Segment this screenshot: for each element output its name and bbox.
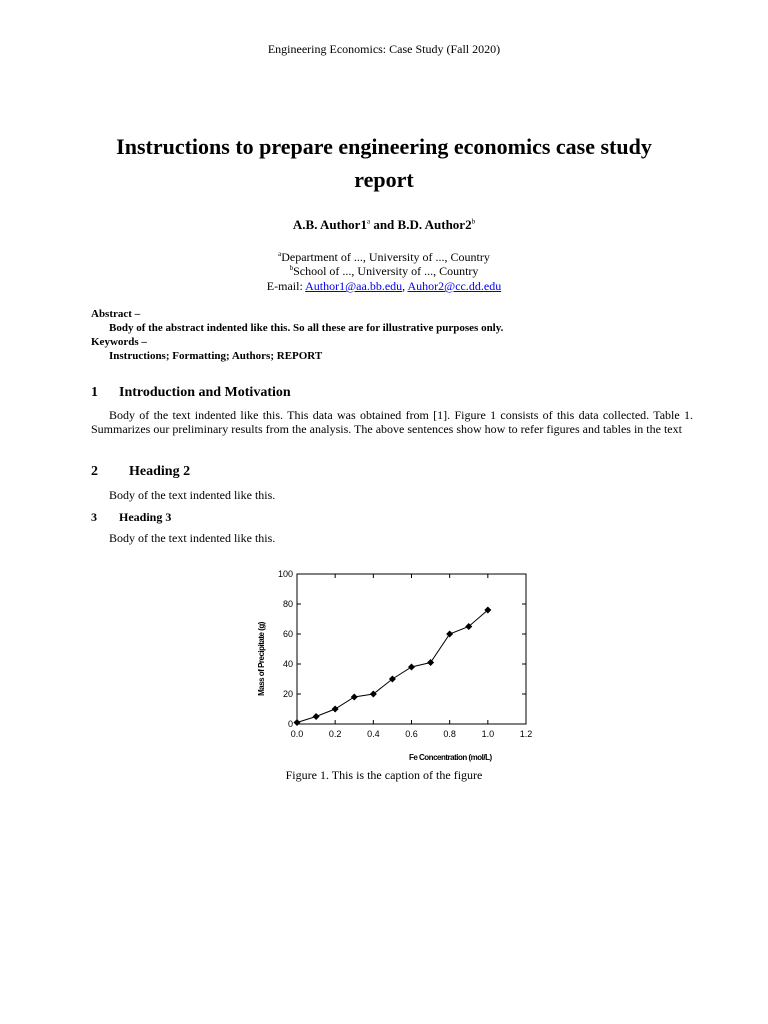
- x-axis-label: Fe Concentration (mol/L): [408, 753, 492, 762]
- affiliation-a-text: Department of ..., University of ..., Country: [281, 250, 490, 264]
- section-3-number: 3: [91, 510, 97, 524]
- data-point: [408, 664, 415, 671]
- email-link-author1[interactable]: Author1@aa.bb.edu: [305, 279, 403, 293]
- section-3-heading: [91, 510, 171, 525]
- plot-frame: [297, 574, 526, 724]
- email-separator: ,: [402, 279, 408, 293]
- data-point: [446, 631, 453, 638]
- data-point: [351, 694, 358, 701]
- data-point: [427, 659, 434, 666]
- email-label: E-mail:: [266, 279, 306, 293]
- data-point: [332, 706, 339, 713]
- y-tick-label: 20: [282, 689, 293, 699]
- author-2-affil-mark: b: [471, 217, 476, 226]
- affiliation-a-mark: a: [278, 250, 282, 258]
- author-1: A.B. Author1: [292, 217, 367, 232]
- keywords-label: Keywords –: [91, 336, 147, 348]
- y-tick-label: 80: [282, 599, 293, 609]
- y-tick-label: 100: [277, 569, 293, 579]
- x-tick-label: 1.2: [519, 729, 533, 739]
- y-tick-label: 40: [282, 659, 293, 669]
- affiliation-b: [0, 264, 768, 279]
- affiliation-b-mark: b: [289, 264, 294, 272]
- author-1-affil-mark: a: [366, 217, 371, 226]
- title-line-1: Instructions to prepare engineering economics case study: [116, 134, 652, 159]
- y-axis-label: Mass of Precipitate (g): [257, 622, 266, 696]
- section-3-body: Body of the text indented like this.: [109, 531, 276, 545]
- email-line: [0, 279, 768, 294]
- section-1-heading: [91, 385, 291, 401]
- section-3-title: Heading 3: [119, 510, 172, 524]
- figure-1-chart: [250, 562, 540, 767]
- author-conjunction: and: [370, 217, 398, 232]
- keywords-text: Instructions; Formatting; Authors; REPORT: [109, 350, 323, 362]
- y-tick-label: 0: [287, 719, 293, 729]
- affiliation-b-text: School of ..., University of ..., Country: [293, 264, 479, 278]
- abstract-label: Abstract –: [91, 308, 141, 320]
- data-point: [313, 713, 320, 720]
- figure-1: [250, 562, 540, 767]
- x-tick-label: 0.8: [443, 729, 456, 739]
- section-1-title: Introduction and Motivation: [119, 385, 291, 400]
- affiliation-a: [0, 250, 768, 265]
- x-tick-label: 1.0: [481, 729, 495, 739]
- author-2: B.D. Author2: [397, 217, 472, 232]
- section-2-number: 2: [91, 464, 98, 479]
- section-1-body: Body of the text indented like this. This data was obtained from [1]. Figure 1 consists of this data collected. Table 1. Summarizes our preliminary results from the analysis. The above sentences show how to refer figures and tables in the text: [91, 408, 693, 436]
- section-1-number: 1: [91, 385, 98, 400]
- section-2-body: Body of the text indented like this.: [109, 488, 276, 502]
- author-list: [0, 217, 768, 233]
- data-point: [294, 719, 301, 726]
- x-tick-label: 0.6: [405, 729, 418, 739]
- paper-title: [84, 130, 684, 196]
- x-tick-label: 0.4: [367, 729, 380, 739]
- x-tick-label: 0.2: [328, 729, 342, 739]
- section-2-heading: [91, 464, 190, 480]
- x-tick-label: 0.0: [290, 729, 304, 739]
- title-line-2: report: [354, 167, 414, 192]
- running-head: Engineering Economics: Case Study (Fall 2020): [267, 42, 501, 56]
- series-line: [297, 610, 488, 723]
- y-tick-label: 60: [282, 629, 293, 639]
- abstract-text: Body of the abstract indented like this. So all these are for illustrative purposes only.: [109, 322, 504, 334]
- section-2-title: Heading 2: [129, 464, 191, 479]
- email-link-author2[interactable]: Auhor2@cc.dd.edu: [407, 279, 502, 293]
- figure-1-caption: Figure 1. This is the caption of the figure: [285, 768, 483, 782]
